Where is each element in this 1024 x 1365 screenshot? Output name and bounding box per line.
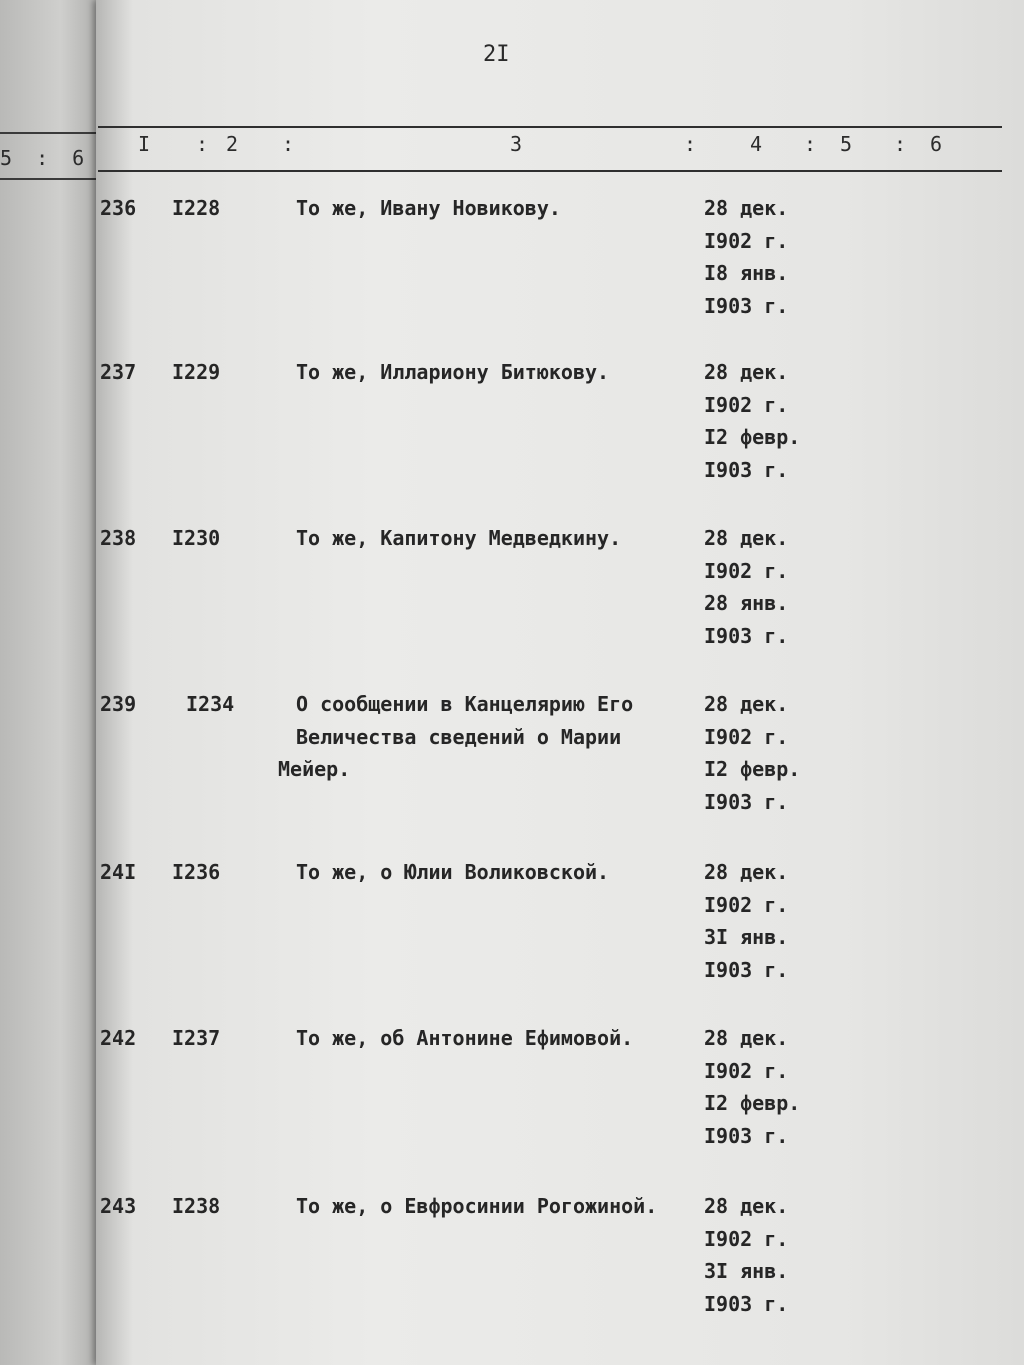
header-bottom-rule — [98, 170, 1002, 172]
row-dates — [704, 356, 800, 487]
underlying-page-edge — [0, 0, 110, 1365]
column-header-2: 2 — [226, 132, 239, 156]
row-number: 238 — [100, 526, 137, 550]
table-row — [96, 688, 1024, 818]
row-number: 239 — [100, 692, 137, 716]
date-line: I903 г. — [704, 624, 789, 649]
column-header-separator: : — [196, 132, 209, 156]
row-dates — [704, 1022, 800, 1153]
date-line: 28 дек. — [704, 526, 789, 550]
row-code: I237 — [172, 1026, 221, 1050]
date-line: I903 г. — [704, 294, 789, 319]
row-number: 236 — [100, 196, 137, 220]
column-header-separator: : — [684, 132, 697, 156]
table-row — [96, 1190, 1024, 1320]
description-line: Величества сведений о Марии — [296, 724, 622, 749]
row-code: I234 — [186, 692, 235, 716]
row-code: I236 — [172, 860, 221, 884]
description-line: То же, о Юлии Воликовской. — [296, 860, 610, 884]
row-description — [296, 356, 609, 389]
date-line: I8 янв. — [704, 261, 789, 286]
date-line: I2 февр. — [704, 1091, 801, 1116]
row-description — [296, 522, 621, 555]
row-number: 242 — [100, 1026, 137, 1050]
date-line: I902 г. — [704, 558, 789, 583]
header-top-rule — [98, 126, 1002, 128]
date-line: I902 г. — [704, 228, 789, 253]
date-line: 28 дек. — [704, 196, 789, 220]
underpage-column-header: 5 : 6 — [0, 146, 91, 170]
row-number: 237 — [100, 360, 137, 384]
column-header-6: 6 — [930, 132, 943, 156]
date-line: I902 г. — [704, 1226, 789, 1251]
table-row — [96, 192, 1024, 322]
date-line: I902 г. — [704, 724, 789, 749]
row-description — [278, 688, 634, 786]
date-line: I903 г. — [704, 458, 789, 483]
description-line: О сообщении в Канцелярию Его — [296, 692, 634, 716]
row-number: 24I — [100, 860, 137, 884]
column-header-separator: : — [894, 132, 907, 156]
table-row — [96, 1022, 1024, 1152]
column-header-5: 5 — [840, 132, 853, 156]
date-line: 28 янв. — [704, 591, 789, 616]
date-line: 28 дек. — [704, 692, 789, 716]
row-code: I230 — [172, 526, 221, 550]
row-description — [296, 1022, 633, 1055]
row-description — [296, 856, 609, 889]
row-dates — [704, 856, 788, 987]
underpage-top-rule — [0, 132, 100, 134]
table-row — [96, 856, 1024, 986]
column-header-separator: : — [282, 132, 295, 156]
description-line: То же, Ивану Новикову. — [296, 196, 561, 220]
description-line: Мейер. — [278, 757, 351, 782]
date-line: 28 дек. — [704, 360, 789, 384]
column-header-separator: : — [804, 132, 817, 156]
date-line: I902 г. — [704, 892, 789, 917]
table-row — [96, 522, 1024, 652]
row-dates — [704, 1190, 788, 1321]
date-line: I903 г. — [704, 790, 789, 815]
description-line: То же, Иллариону Битюкову. — [296, 360, 610, 384]
description-line: То же, о Евфросинии Рогожиной. — [296, 1194, 658, 1218]
date-line: I2 февр. — [704, 425, 801, 450]
column-header-1: I — [138, 132, 151, 156]
column-header-3: 3 — [510, 132, 523, 156]
date-line: 3I янв. — [704, 925, 789, 950]
column-header-4: 4 — [750, 132, 763, 156]
date-line: I903 г. — [704, 1124, 789, 1149]
date-line: 28 дек. — [704, 860, 789, 884]
date-line: 28 дек. — [704, 1026, 789, 1050]
row-dates — [704, 192, 788, 323]
date-line: 3I янв. — [704, 1259, 789, 1284]
row-description — [296, 192, 561, 225]
date-line: I903 г. — [704, 958, 789, 983]
table-row — [96, 356, 1024, 486]
row-code: I238 — [172, 1194, 221, 1218]
page-number: 2I — [483, 42, 510, 67]
underpage-bottom-rule — [0, 178, 100, 180]
row-description — [296, 1190, 657, 1223]
row-code: I228 — [172, 196, 221, 220]
date-line: 28 дек. — [704, 1194, 789, 1218]
row-dates — [704, 688, 800, 819]
row-code: I229 — [172, 360, 221, 384]
row-dates — [704, 522, 788, 653]
date-line: I2 февр. — [704, 757, 801, 782]
date-line: I902 г. — [704, 392, 789, 417]
description-line: То же, об Антонине Ефимовой. — [296, 1026, 634, 1050]
description-line: То же, Капитону Медведкину. — [296, 526, 622, 550]
date-line: I903 г. — [704, 1292, 789, 1317]
date-line: I902 г. — [704, 1058, 789, 1083]
row-number: 243 — [100, 1194, 137, 1218]
document-page — [96, 0, 1024, 1365]
